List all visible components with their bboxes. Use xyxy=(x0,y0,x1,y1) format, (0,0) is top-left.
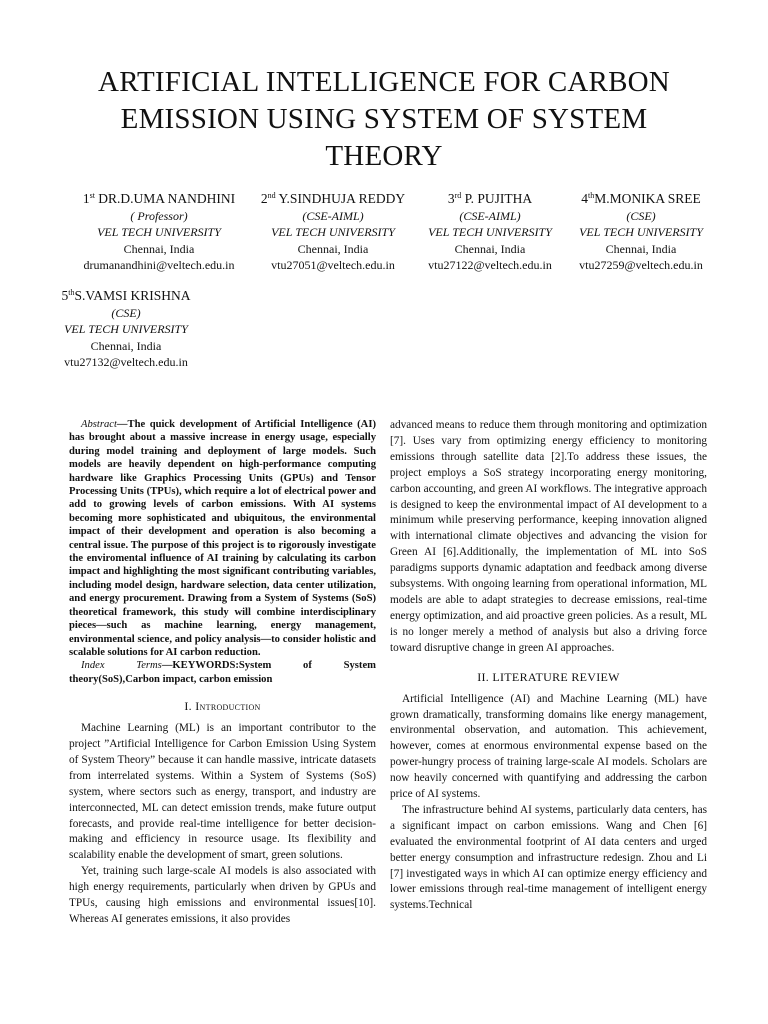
author-email: drumanandhini@veltech.edu.in xyxy=(83,258,235,273)
author-affiliation: VEL TECH UNIVERSITY xyxy=(579,225,703,240)
right-column xyxy=(390,418,707,914)
author-block-2 xyxy=(254,190,412,274)
author-name: 4thM.MONIKA SREE xyxy=(581,191,701,206)
author-block-4 xyxy=(568,190,714,274)
title-line-3: THEORY xyxy=(325,140,443,172)
author-location: Chennai, India xyxy=(297,241,369,256)
author-name: 5thS.VAMSI KRISHNA xyxy=(61,288,191,303)
title-line-2: EMISSION USING SYSTEM OF SYSTEM xyxy=(120,103,648,135)
author-location: Chennai, India xyxy=(605,241,677,256)
author-location: Chennai, India xyxy=(454,241,526,256)
author-block-5 xyxy=(46,287,206,371)
author-email: vtu27051@veltech.edu.in xyxy=(271,258,395,273)
author-name: 3rd P. PUJITHA xyxy=(447,191,533,206)
section-heading-literature-review: II. LITERATURE REVIEW xyxy=(477,669,620,684)
paragraph: Yet, training such large-scale AI models is also associated with high energy requirements, particularly when driven by GPUs and TPUs, causing high emissions and environmental issues[10]. Whereas AI generates emissions, it also provides xyxy=(69,865,376,925)
author-affiliation: VEL TECH UNIVERSITY xyxy=(271,225,395,240)
index-terms xyxy=(69,659,376,672)
paper-title xyxy=(40,64,728,175)
title-line-1: ARTIFICIAL INTELLIGENCE FOR CARBON xyxy=(98,66,670,98)
author-affiliation: VEL TECH UNIVERSITY xyxy=(428,225,552,240)
author-affiliation: VEL TECH UNIVERSITY xyxy=(64,322,188,337)
author-name: 2nd Y.SINDHUJA REDDY xyxy=(260,191,406,206)
author-block-3 xyxy=(418,190,562,274)
author-role: (CSE) xyxy=(111,306,141,320)
section-heading-introduction: I. Introduction xyxy=(184,699,261,714)
index-terms-label: Index Terms xyxy=(81,660,162,672)
author-location: Chennai, India xyxy=(123,241,195,256)
abstract xyxy=(69,418,376,659)
author-email: vtu27132@veltech.edu.in xyxy=(64,355,188,370)
abstract-label: Abstract xyxy=(81,419,117,430)
author-role: ( Professor) xyxy=(130,209,188,223)
author-email: vtu27122@veltech.edu.in xyxy=(428,258,552,273)
index-terms-line-1: —KEYWORDS:System of System xyxy=(161,660,376,672)
author-name: 1st DR.D.UMA NANDHINI xyxy=(82,191,236,206)
author-role: (CSE-AIML) xyxy=(302,209,364,223)
author-role: (CSE-AIML) xyxy=(459,209,521,223)
left-column xyxy=(69,418,376,928)
paragraph: The infrastructure behind AI systems, particularly data centers, has a significant impact on carbon emissions. Wang and Chen [6] evaluated the environmental footprint of AI data centers and urged better energy consumption and infrastructure redesign. Zhou and Li [7] investigated ways in which AI can optimize energy efficiency and lower emissions through real-time management of intelligent energy systems.Technical xyxy=(390,803,707,912)
paragraph: Artificial Intelligence (AI) and Machine Learning (ML) have grown dramatically, transforming domains like energy management, environmental observation, and automation. This achievement, however, comes at enormous environmental expense based on the power-hungry process of training large-scale AI models. Scholars are now heavily concerned with quantifying and addressing the carbon price of AI systems. xyxy=(390,692,707,801)
author-affiliation: VEL TECH UNIVERSITY xyxy=(97,225,221,240)
index-terms-line-2: theory(SoS),Carbon impact, carbon emission xyxy=(69,673,273,685)
author-role: (CSE) xyxy=(626,209,656,223)
author-email: vtu27259@veltech.edu.in xyxy=(579,258,703,273)
paragraph: Machine Learning (ML) is an important contributor to the project ”Artificial Intelligence for Carbon Emission Using System of System Theory” because it can handle massive, intricate datasets from interrelated systems. Within a System of Systems (SoS) system, where sectors such as energy, transport, and industry are interconnected, ML can detect emission trends, make future output forecasts, and provide real-time intelligence for better decision-making and efficiency in resource usage. Its flexibility and scalability enable the development of smart, green solutions. xyxy=(69,722,376,862)
author-block-1 xyxy=(64,190,254,274)
author-location: Chennai, India xyxy=(90,338,162,353)
abstract-text: —The quick development of Artificial Intelligence (AI) has brought about a massive increase in energy usage, especially during model training and deployment of large models. Such models are heavily dependent on high-performance computing hardware like Graphics Processing Units (GPUs) and Tensor Processing Units (TPUs), which require a lot of electrical power and add to growing levels of carbon emissions. With AI systems becoming more sophisticated and ubiquitous, the environmental impact of their development and operation is also becoming a central issue. The purpose of this project is to rigorously investigate the enviromental influence of AI training by calculating its carbon impact and highlighting the most significant contributing variables, including model design, hardware selection, data center utilization, and energy procurement. Drawing from a System of Systems (SoS) theoretical framework, this study will combine interdisciplinary pieces—such as machine learning, energy management, environmental science, and policy analysis—to consider holistic and scalable solutions for AI carbon reduction. xyxy=(69,419,376,658)
paragraph: advanced means to reduce them through monitoring and optimization [7]. Uses vary from optimizing energy efficiency to monitoring emissions through satellite data [2].To address these issues, the project employs a SoS strategy incorporating energy monitoring, carbon accounting, and green AI workflows. The integrative approach is designed to keep the environmental impact of AI development to a minimum while preserving performance, keeping innovation aligned with international climate objectives and advancing the vision for Green AI [6].Additionally, the implementation of ML into SoS paradigms supports dynamic adaptation and feedback among diverse subsystems. With ongoing learning from operational information, ML models are able to adapt strategies to decrease emissions, real-time energy optimization, and aid proactive green policies. As a result, ML is no longer merely a method of analysis but also a driving force toward disruptive change in green AI approaches. xyxy=(390,419,707,654)
